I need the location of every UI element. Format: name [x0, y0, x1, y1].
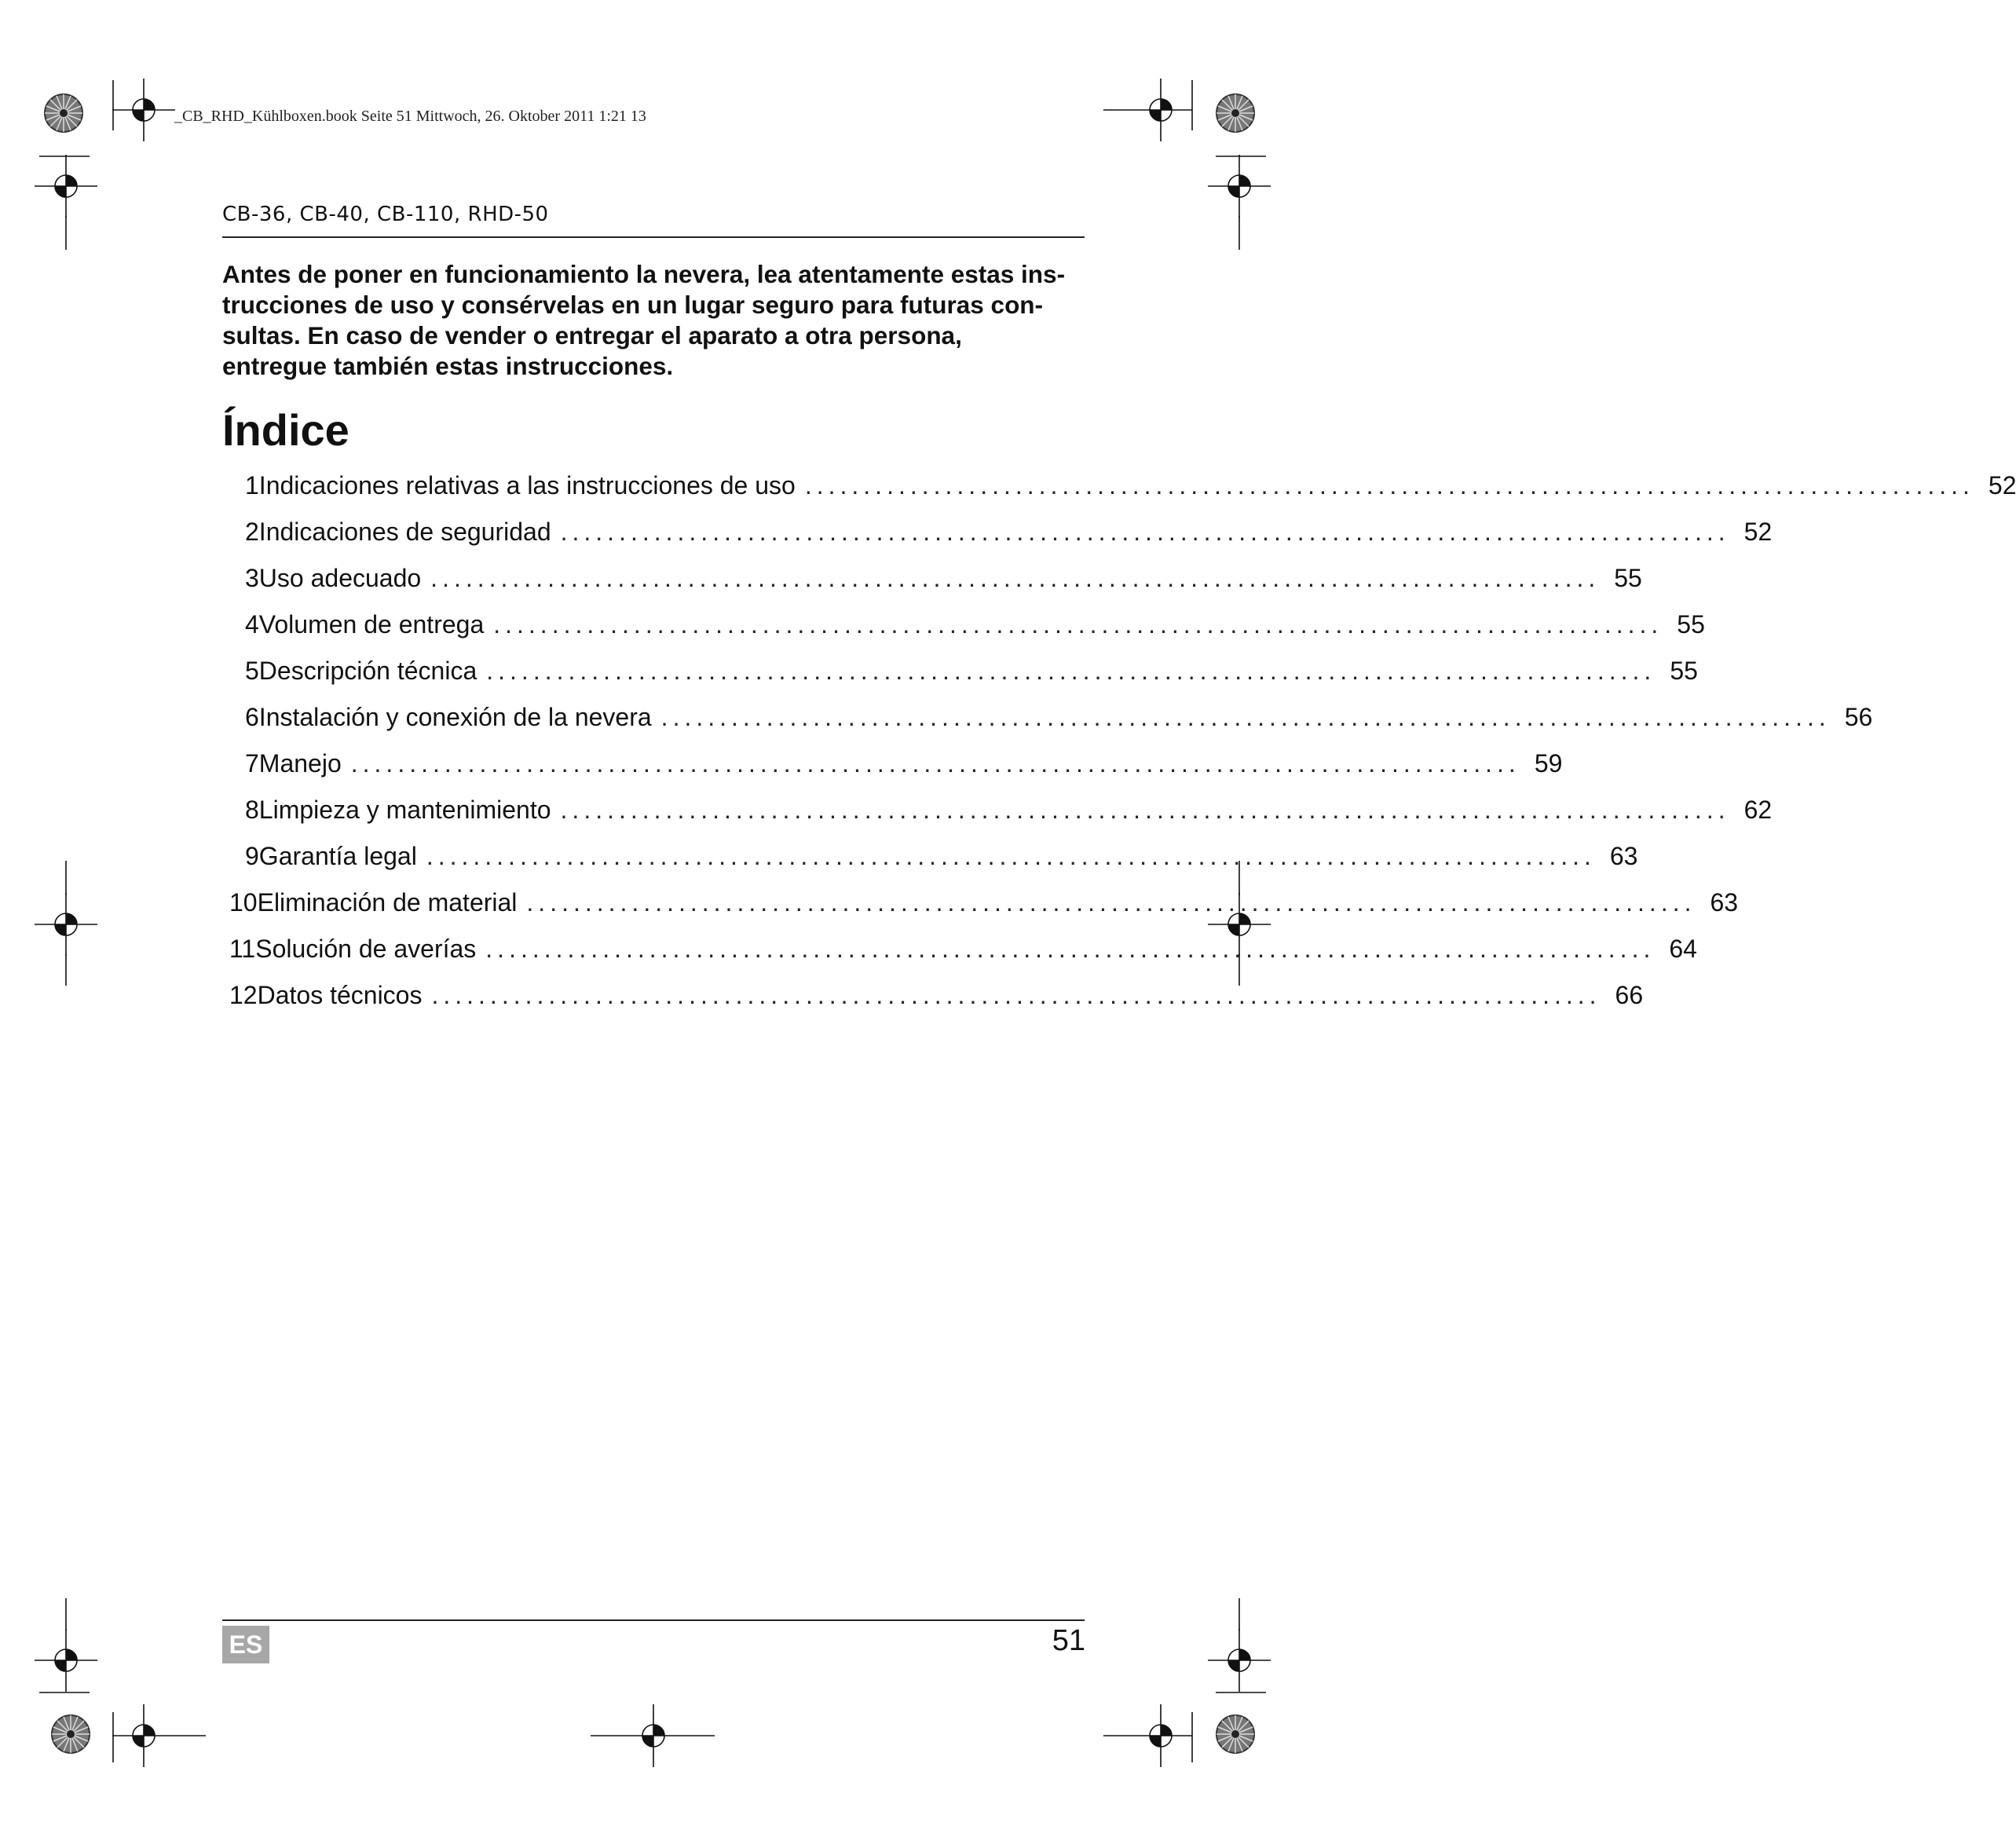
toc-entry-number: 6	[245, 703, 259, 731]
intro-line: sultas. En caso de vender o entregar el aparato a otra persona,	[222, 321, 962, 349]
intro-line: Antes de poner en funcionamiento la nevera, lea atentamente estas ins-	[222, 260, 1066, 288]
toc-entry-number: 3	[245, 564, 259, 592]
toc-dot-leader: ....................................................................................................	[486, 657, 1656, 685]
toc-entry-number: 9	[245, 842, 259, 870]
toc-entry[interactable]	[245, 703, 1873, 739]
intro-line: entregue también estas instrucciones.	[222, 352, 674, 380]
toc-entry-number: 1	[245, 471, 259, 500]
color-wheel-mark-icon	[52, 1715, 90, 1753]
toc-entry-number: 8	[245, 796, 259, 824]
crosshair-registration-mark-icon	[1208, 155, 1271, 218]
toc-entry-page: 64	[1669, 935, 1697, 963]
header-divider	[222, 236, 1085, 238]
toc-dot-leader: ....................................................................................................	[430, 564, 1601, 592]
crosshair-registration-mark-icon	[1129, 79, 1192, 141]
toc-entry[interactable]	[245, 749, 1563, 785]
toc-entry[interactable]	[245, 518, 1773, 554]
toc-entry[interactable]	[229, 981, 1644, 1017]
toc-entry-page: 62	[1743, 796, 1773, 824]
toc-entry[interactable]	[229, 888, 1739, 924]
language-badge: ES	[222, 1626, 269, 1663]
toc-entry[interactable]	[245, 657, 1698, 693]
toc-entry-page: 59	[1534, 749, 1563, 778]
toc-entry-label: Garantía legal	[258, 842, 417, 870]
toc-entry-label: Eliminación de material	[257, 888, 518, 917]
crosshair-registration-mark-icon	[35, 155, 97, 218]
color-wheel-mark-icon	[1217, 1715, 1254, 1753]
print-slug: _CB_RHD_Kühlboxen.book Seite 51 Mittwoch, 26. Oktober 2011 1:21 13	[174, 108, 646, 125]
toc-dot-leader: ....................................................................................................	[560, 518, 1730, 546]
toc-entry-label: Datos técnicos	[257, 981, 423, 1009]
page-number: 51	[1052, 1624, 1085, 1657]
running-header-title: CB-36, CB-40, CB-110, RHD-50	[222, 203, 549, 226]
crosshair-registration-mark-icon	[622, 1704, 685, 1767]
toc-dot-leader: ....................................................................................................	[485, 935, 1656, 963]
crosshair-registration-mark-icon	[112, 79, 175, 141]
toc-entry-label: Limpieza y mantenimiento	[258, 796, 551, 824]
toc-entry-page: 63	[1609, 842, 1638, 870]
toc-entry-label: Solución de averías	[255, 935, 477, 963]
toc-entry-label: Manejo	[258, 749, 342, 778]
toc-entry-page: 56	[1844, 703, 1873, 731]
crosshair-registration-mark-icon	[1129, 1704, 1192, 1767]
toc-dot-leader: ....................................................................................................	[560, 796, 1730, 824]
toc-entry[interactable]	[245, 471, 2016, 507]
toc-entry[interactable]	[245, 610, 1705, 646]
toc-entry-number: 10	[229, 888, 258, 917]
toc-entry-page: 63	[1710, 888, 1739, 917]
toc-entry-label: Instalación y conexión de la nevera	[258, 703, 652, 731]
toc-entry-page: 55	[1614, 564, 1642, 592]
toc-dot-leader: ....................................................................................................	[426, 842, 1596, 870]
toc-entry-number: 4	[245, 610, 259, 639]
toc-dot-leader: ....................................................................................................	[526, 888, 1696, 917]
toc-entry-label: Volumen de entrega	[258, 610, 485, 639]
toc-dot-leader: ....................................................................................................	[660, 703, 1831, 731]
toc-entry[interactable]	[245, 796, 1773, 832]
intro-paragraph	[222, 259, 1090, 382]
toc-entry-label: Indicaciones de seguridad	[258, 518, 551, 546]
toc-dot-leader: ....................................................................................................	[431, 981, 1601, 1009]
toc-entry-page: 52	[1743, 518, 1773, 546]
toc-dot-leader: ....................................................................................................	[804, 471, 1974, 500]
crosshair-registration-mark-icon	[35, 893, 97, 956]
toc-entry-number: 12	[229, 981, 258, 1009]
crosshair-registration-mark-icon	[112, 1704, 175, 1767]
toc-dot-leader: ....................................................................................................	[350, 749, 1520, 778]
toc-entry-number: 11	[229, 935, 256, 963]
intro-line: trucciones de uso y consérvelas en un lugar seguro para futuras con-	[222, 291, 1044, 319]
toc-entry-number: 5	[245, 657, 259, 685]
footer-divider	[222, 1619, 1085, 1621]
toc-entry-number: 2	[245, 518, 259, 546]
toc-entry-page: 52	[1988, 471, 2016, 500]
color-wheel-mark-icon	[45, 94, 82, 132]
toc-entry-label: Uso adecuado	[258, 564, 422, 592]
toc-entry-page: 55	[1677, 610, 1705, 639]
toc-entry-label: Descripción técnica	[258, 657, 477, 685]
toc-heading: Índice	[222, 405, 349, 455]
toc-entry[interactable]	[229, 935, 1697, 971]
toc-dot-leader: ....................................................................................................	[493, 610, 1663, 639]
toc-entry-number: 7	[245, 749, 259, 778]
toc-entry-label: Indicaciones relativas a las instrucciones de uso	[258, 471, 796, 500]
toc-entry-page: 66	[1615, 981, 1644, 1009]
toc-entry-page: 55	[1670, 657, 1698, 685]
color-wheel-mark-icon	[1217, 94, 1254, 132]
crosshair-registration-mark-icon	[1208, 1629, 1271, 1692]
toc-entry[interactable]	[245, 564, 1642, 600]
toc-entry[interactable]	[245, 842, 1638, 878]
crosshair-registration-mark-icon	[35, 1629, 97, 1692]
